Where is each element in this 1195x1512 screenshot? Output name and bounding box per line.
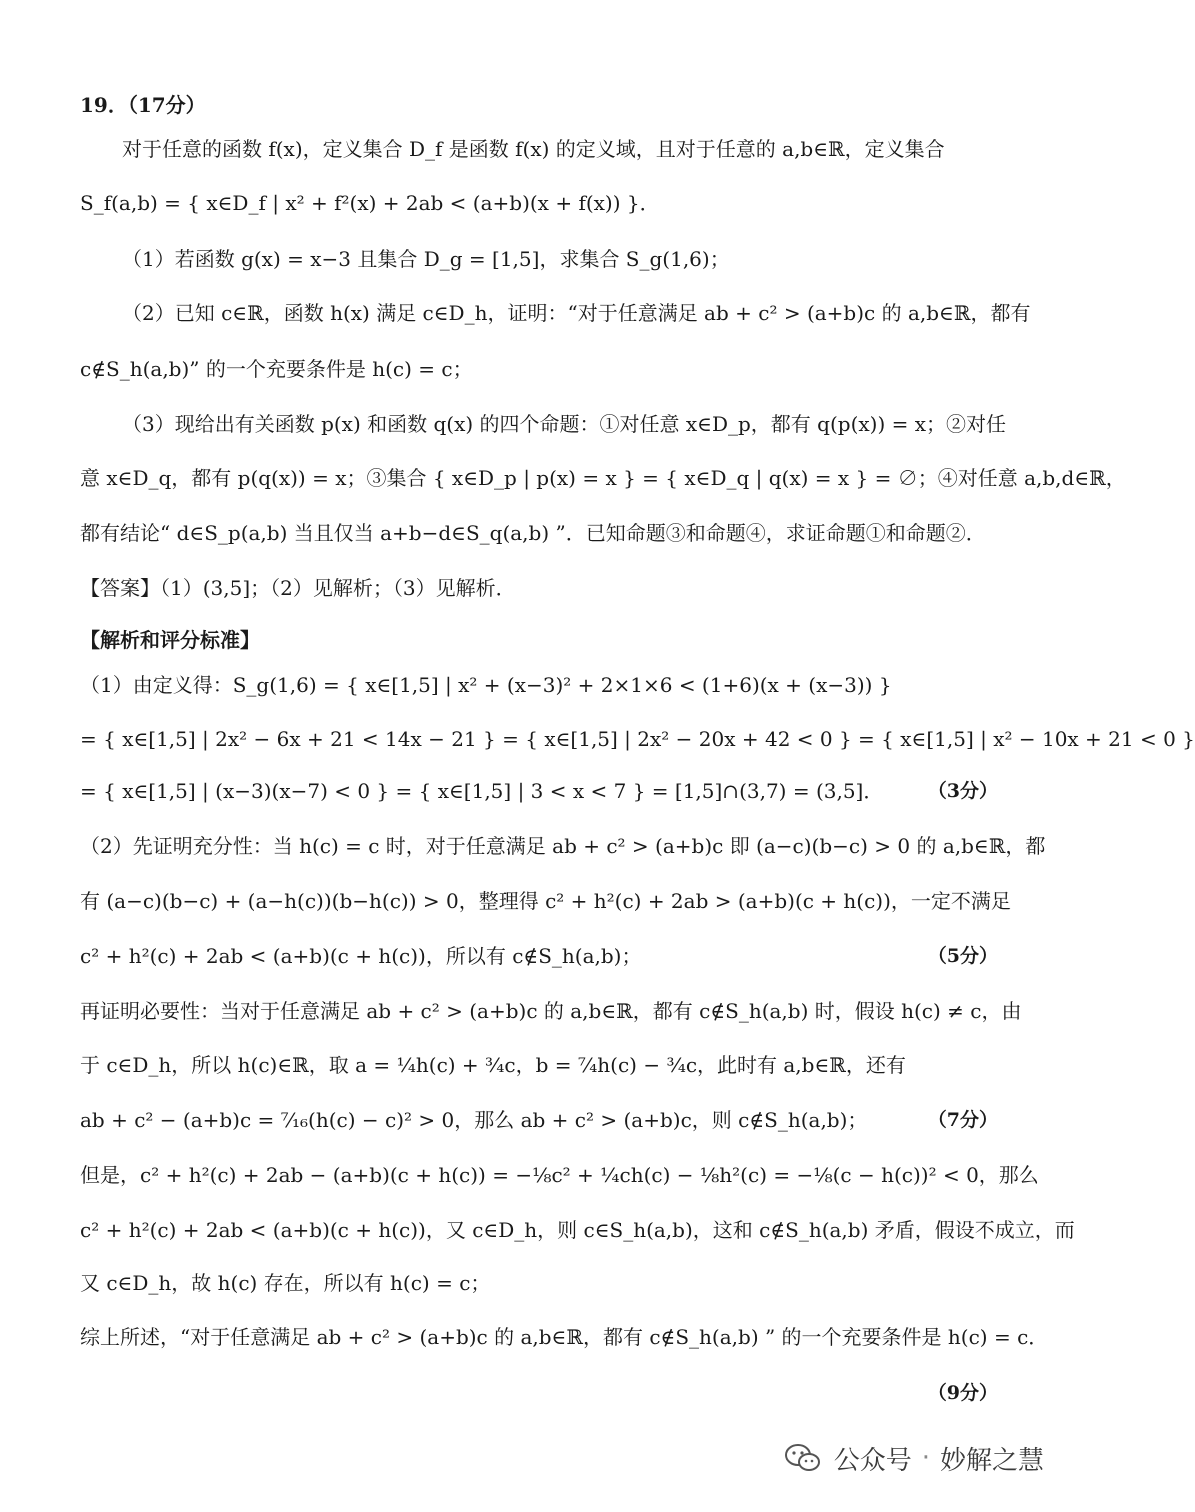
solution-conclusion: 综上所述，“对于任意满足 ab + c² > (a+b)c 的 a,b∈ℝ，都有 c∉S_h(a,b) ” 的一个充要条件是 h(c) = c． <box>80 1325 1049 1349</box>
footer-account: 妙解之慧 <box>939 1445 1044 1476</box>
score-mark: （7分） <box>927 1109 998 1131</box>
solution-line: c² + h²(c) + 2ab < (a+b)(c + h(c))，又 c∈D_h，则 c∈S_h(a,b)，这和 c∉S_h(a,b) 矛盾，假设不成立，而 <box>80 1218 1075 1242</box>
solution-line: 但是，c² + h²(c) + 2ab − (a+b)(c + h(c)) = −⅛c² + ¼ch(c) − ⅛h²(c) = −⅛(c − h(c))² < 0，那么 <box>80 1163 1039 1187</box>
problem-heading: 19．（17分） <box>80 93 206 117</box>
solution-line: （1）由定义得：S_g(1,6) = { x∈[1,5] | x² + (x−3)² + 2×1×6 < (1+6)(x + (x−3)) } <box>80 673 892 697</box>
problem-part-3-cont: 都有结论“ d∈S_p(a,b) 当且仅当 a+b−d∈S_q(a,b) ”．已知命题③和命题④，求证命题①和命题②． <box>80 521 986 545</box>
solution-line: c² + h²(c) + 2ab < (a+b)(c + h(c))，所以有 c∉S_h(a,b)； <box>80 944 642 968</box>
solution-line: 于 c∈D_h，所以 h(c)∈ℝ，取 a = ¼h(c) + ¾c，b = ⁷⁄₄h(c) − ¾c，此时有 a,b∈ℝ，还有 <box>80 1053 906 1077</box>
answer-line: 【答案】（1）(3,5]；（2）见解析；（3）见解析． <box>80 576 516 600</box>
problem-part-3-cont: 意 x∈D_q，都有 p(q(x)) = x；③集合 { x∈D_p | p(x) = x } = { x∈D_q | q(x) = x } = ∅；④对任意 a,b,d∈ℝ， <box>80 466 1126 490</box>
watermark-footer <box>784 1438 1044 1478</box>
problem-part-1: （1）若函数 g(x) = x−3 且集合 D_g = [1,5]，求集合 S_g(1,6)； <box>122 247 730 271</box>
problem-part-2-cont: c∉S_h(a,b)” 的一个充要条件是 h(c) = c； <box>80 357 473 381</box>
solution-line: （2）先证明充分性：当 h(c) = c 时，对于任意满足 ab + c² > (a+b)c 即 (a−c)(b−c) > 0 的 a,b∈ℝ，都 <box>80 834 1046 858</box>
solution-line: 有 (a−c)(b−c) + (a−h(c))(b−h(c)) > 0，整理得 c² + h²(c) + 2ab > (a+b)(c + h(c))，一定不满足 <box>80 889 1011 913</box>
score-mark: （3分） <box>927 780 998 802</box>
problem-stem-line: S_f(a,b) = { x∈D_f | x² + f²(x) + 2ab < (a+b)(x + f(x)) }． <box>80 191 660 215</box>
solution-line: 又 c∈D_h，故 h(c) 存在，所以有 h(c) = c； <box>80 1271 491 1295</box>
footer-label: 公众号 <box>833 1445 912 1476</box>
solution-line: = { x∈[1,5] | (x−3)(x−7) < 0 } = { x∈[1,5] | 3 < x < 7 } = [1,5]∩(3,7) = (3,5]． <box>80 779 884 803</box>
problem-part-2: （2）已知 c∈ℝ，函数 h(x) 满足 c∈D_h，证明：“对于任意满足 ab + c² > (a+b)c 的 a,b∈ℝ，都有 <box>122 301 1031 325</box>
solution-line: = { x∈[1,5] | 2x² − 6x + 21 < 14x − 21 } = { x∈[1,5] | 2x² − 20x + 42 < 0 } = { x∈[1,5] | x² − 10x + 21 < 0 } <box>80 727 1195 751</box>
problem-stem-line: 对于任意的函数 f(x)，定义集合 D_f 是函数 f(x) 的定义域，且对于任意的 a,b∈ℝ，定义集合 <box>122 137 945 161</box>
analysis-heading: 【解析和评分标准】 <box>80 628 260 652</box>
score-mark: （9分） <box>927 1382 998 1404</box>
problem-part-3: （3）现给出有关函数 p(x) 和函数 q(x) 的四个命题：①对任意 x∈D_p，都有 q(p(x)) = x；②对任 <box>122 412 1007 436</box>
score-mark: （5分） <box>927 945 998 967</box>
solution-line: ab + c² − (a+b)c = ⁷⁄₁₆(h(c) − c)² > 0，那么 ab + c² > (a+b)c，则 c∉S_h(a,b)； <box>80 1108 868 1132</box>
wechat-icon <box>784 1443 822 1473</box>
solution-line: 再证明必要性：当对于任意满足 ab + c² > (a+b)c 的 a,b∈ℝ，都有 c∉S_h(a,b) 时，假设 h(c) ≠ c，由 <box>80 999 1022 1023</box>
footer-separator: · <box>921 1443 930 1473</box>
